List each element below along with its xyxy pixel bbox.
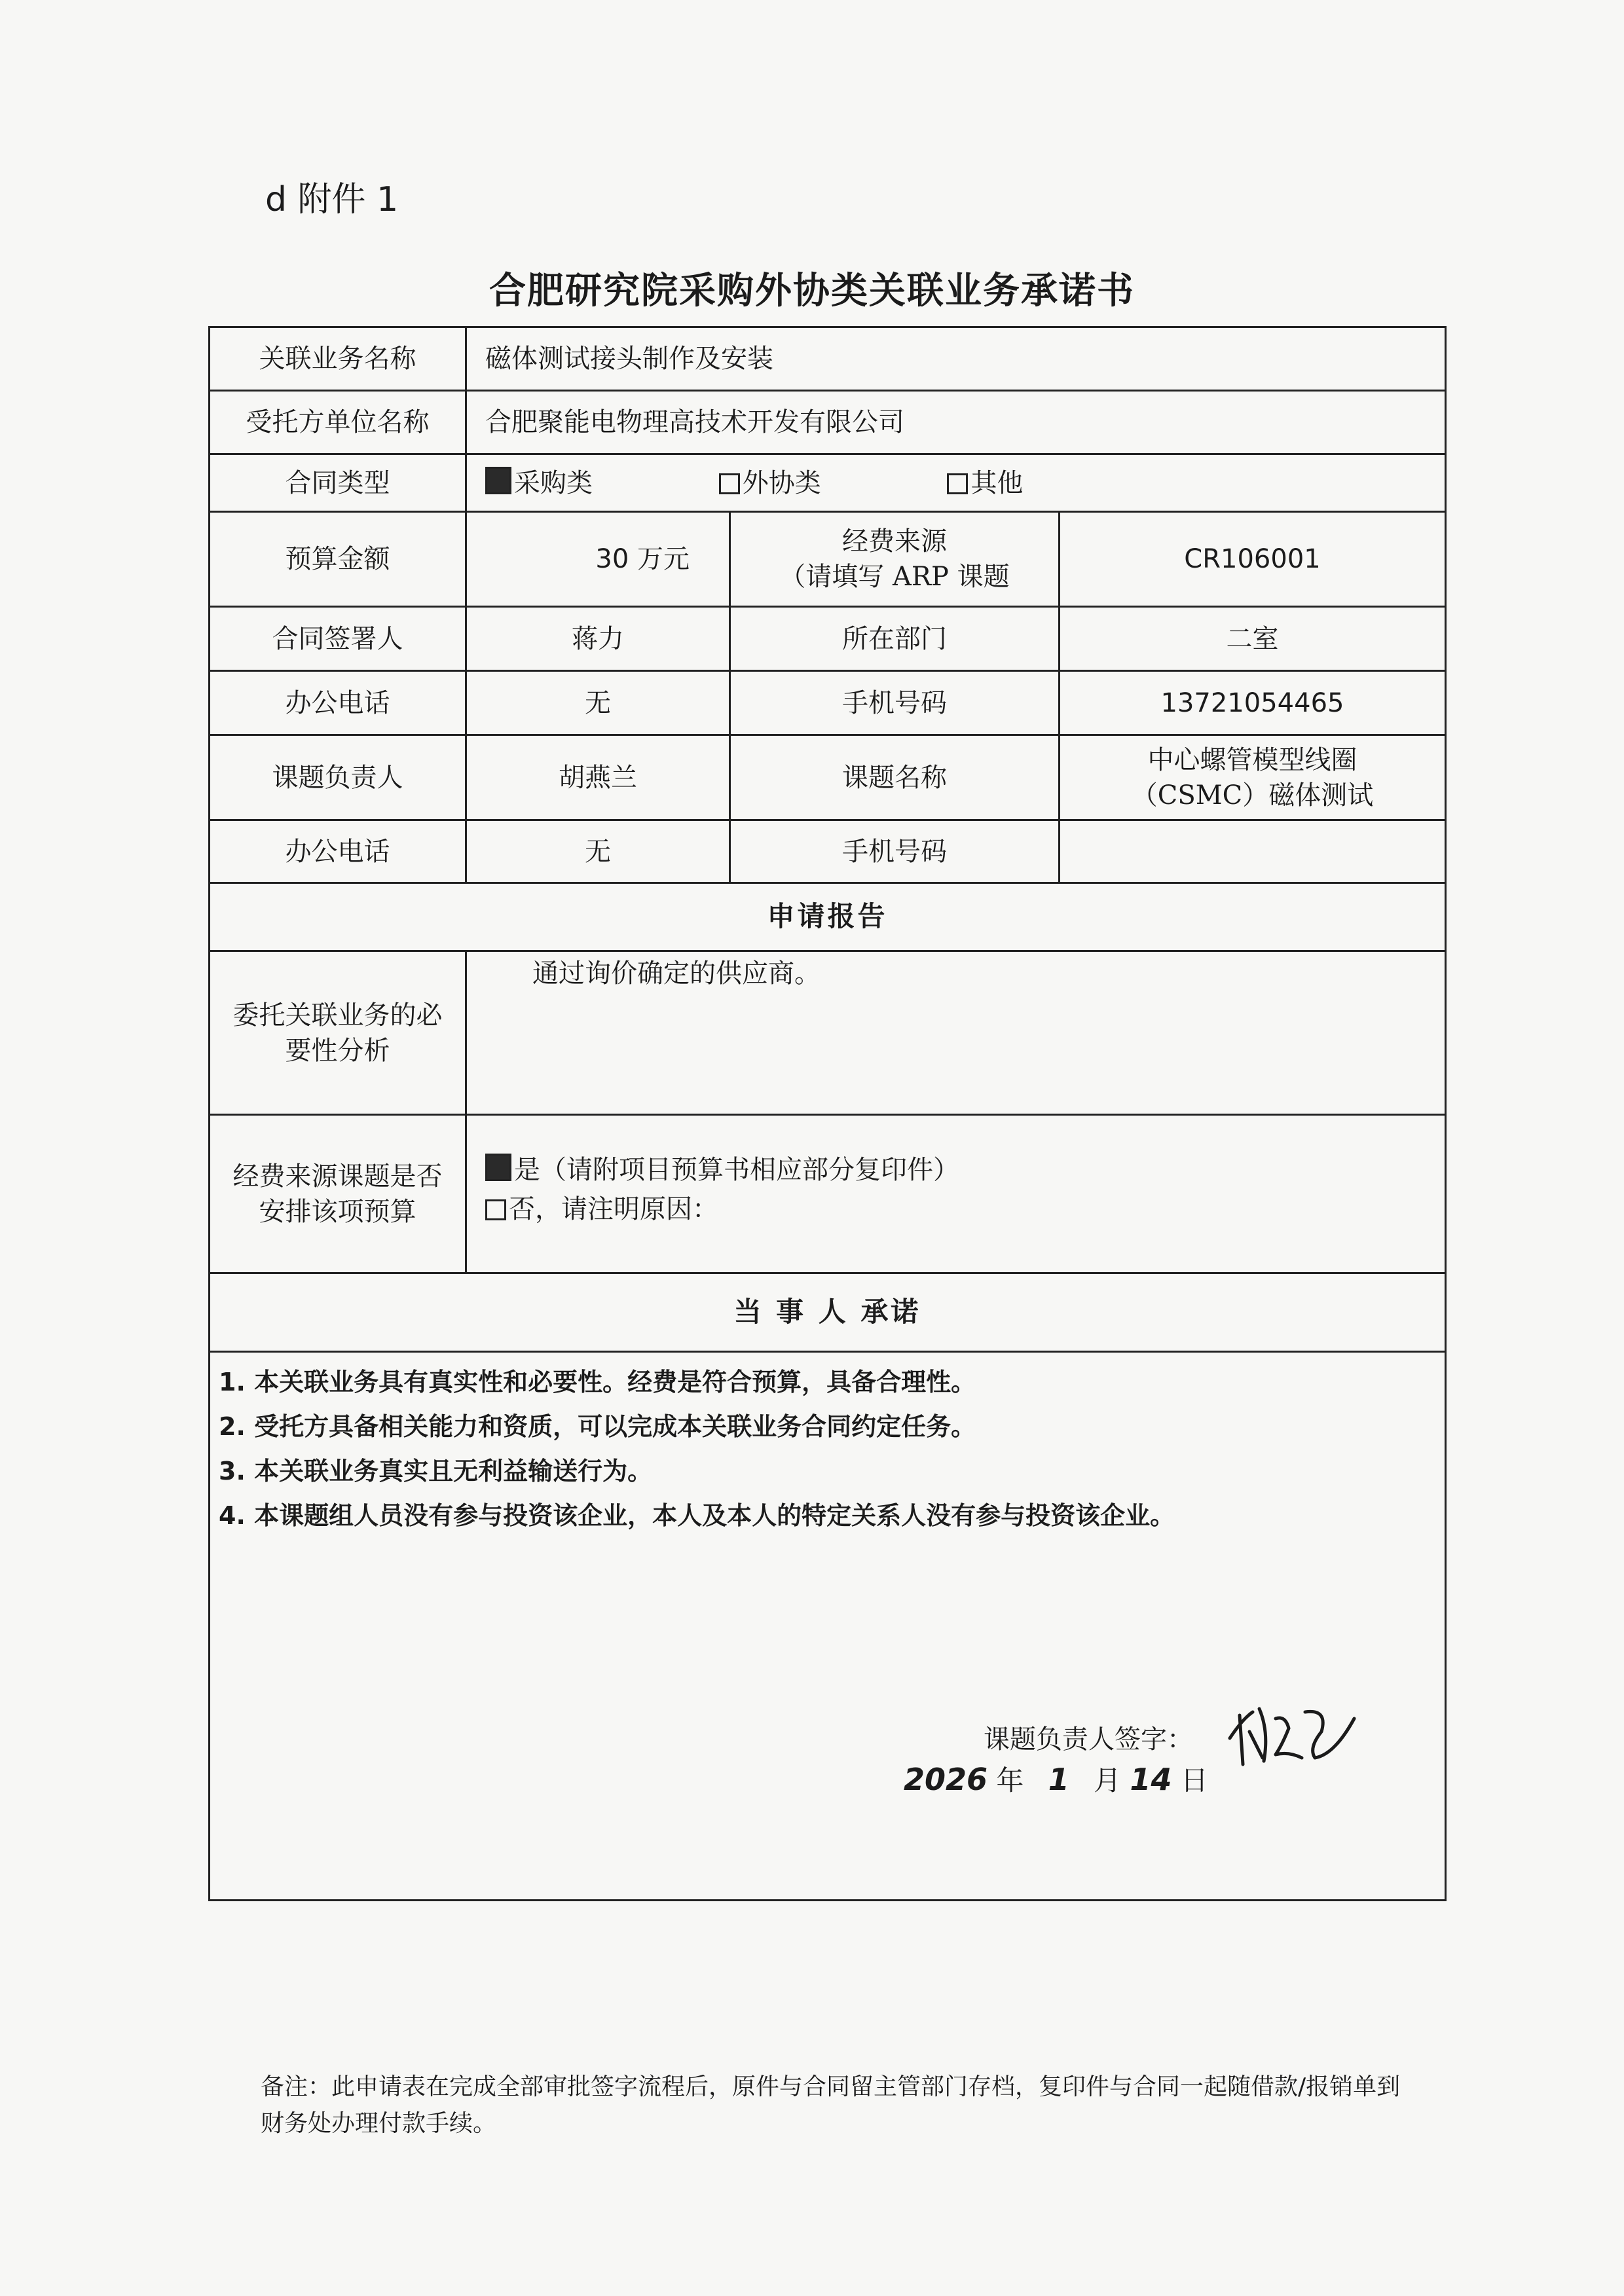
checkbox-empty-icon[interactable]: [947, 473, 968, 494]
row-budget: [210, 512, 1446, 607]
fund-source-label: 经费来源 （请填写 ARP 课题: [730, 512, 1060, 607]
date-year: 2026: [904, 1762, 988, 1797]
commitment-form-table: [208, 326, 1447, 1901]
date-day-unit: 日: [1180, 1764, 1208, 1796]
commitment-item: 1. 本关联业务具有真实性和必要性。经费是符合预算，具备合理性。: [219, 1368, 976, 1396]
necessity-label: 委托关联业务的必 要性分析: [210, 951, 466, 1115]
date-year-unit: 年: [996, 1764, 1024, 1796]
checkbox-empty-icon[interactable]: [719, 473, 740, 494]
row-phone: [210, 671, 1446, 735]
option-yes[interactable]: 是（请附项目预算书相应部分复印件）: [485, 1152, 1438, 1188]
mobile-label: 手机号码: [730, 671, 1060, 735]
business-name-label: 关联业务名称: [210, 327, 466, 391]
row-necessity: [210, 951, 1446, 1115]
dept-label: 所在部门: [730, 607, 1060, 671]
budget-question-label: 经费来源课题是否 安排该项预算: [210, 1115, 466, 1273]
application-section-title: 申请报告: [210, 883, 1446, 951]
project-value: 中心螺管模型线圈 （CSMC）磁体测试: [1060, 735, 1446, 820]
contractor-value: 合肥聚能电物理高技术开发有限公司: [466, 391, 1446, 454]
footnote: 备注：此申请表在完成全部审批签字流程后，原件与合同留主管部门存档，复印件与合同一起随借款/报销单到财务处办理付款手续。: [261, 2073, 1401, 2137]
signer-label: 合同签署人: [210, 607, 466, 671]
commitment-list: [219, 1362, 1175, 1540]
phone-label: 办公电话: [210, 671, 466, 735]
dept-value: 二室: [1060, 607, 1446, 671]
option-no[interactable]: 否，请注明原因：: [485, 1192, 1438, 1227]
row-signer: [210, 607, 1446, 671]
mobile2-value: [1060, 820, 1446, 883]
business-name-value: 磁体测试接头制作及安装: [466, 327, 1446, 391]
pi-label: 课题负责人: [210, 735, 466, 820]
project-label: 课题名称: [730, 735, 1060, 820]
row-pi: [210, 735, 1446, 820]
mobile2-label: 手机号码: [730, 820, 1060, 883]
date-month-unit: 月: [1094, 1764, 1122, 1796]
option-purchase[interactable]: 采购类: [485, 465, 593, 501]
signer-value: 蒋力: [466, 607, 730, 671]
commitment-item: 2. 受托方具备相关能力和资质，可以完成本关联业务合同约定任务。: [219, 1412, 976, 1441]
fund-source-value: CR106001: [1060, 512, 1446, 607]
phone-value: 无: [466, 671, 730, 735]
document-title: 合肥研究院采购外协类关联业务承诺书: [489, 270, 1135, 312]
row-budget-question: [210, 1115, 1446, 1273]
date-day: 14: [1130, 1762, 1172, 1797]
phone2-value: 无: [466, 820, 730, 883]
option-other[interactable]: 其他: [947, 465, 1023, 501]
necessity-text: 通过询价确定的供应商。: [466, 951, 1446, 1115]
row-application-header: [210, 883, 1446, 951]
contract-type-options: [466, 454, 1446, 512]
row-contract-type: [210, 454, 1446, 512]
handwritten-signature: [1223, 1692, 1367, 1771]
row-contractor: [210, 391, 1446, 454]
budget-value: 30 万元: [466, 512, 730, 607]
commitment-item: 4. 本课题组人员没有参与投资该企业，本人及本人的特定关系人没有参与投资该企业。: [219, 1501, 1175, 1530]
row-business-name: [210, 327, 1446, 391]
checkbox-checked-icon[interactable]: [485, 1154, 511, 1181]
budget-label: 预算金额: [210, 512, 466, 607]
pi-value: 胡燕兰: [466, 735, 730, 820]
mobile-value: 13721054465: [1060, 671, 1446, 735]
attachment-label: d 附件 1: [265, 180, 399, 219]
commitment-section-title: 当 事 人 承诺: [210, 1273, 1446, 1352]
contract-type-label: 合同类型: [210, 454, 466, 512]
date-month: 1: [1048, 1762, 1069, 1797]
row-commitment-header: [210, 1273, 1446, 1352]
signature-label: 课题负责人签字：: [984, 1724, 1193, 1755]
commitment-item: 3. 本关联业务真实且无利益输送行为。: [219, 1457, 653, 1485]
checkbox-empty-icon[interactable]: [485, 1199, 506, 1220]
signature-date: [904, 1759, 1208, 1798]
phone2-label: 办公电话: [210, 820, 466, 883]
contractor-label: 受托方单位名称: [210, 391, 466, 454]
option-outsourcing[interactable]: 外协类: [719, 465, 821, 501]
checkbox-checked-icon[interactable]: [485, 467, 511, 494]
row-phone2: [210, 820, 1446, 883]
budget-question-options: [466, 1115, 1446, 1273]
